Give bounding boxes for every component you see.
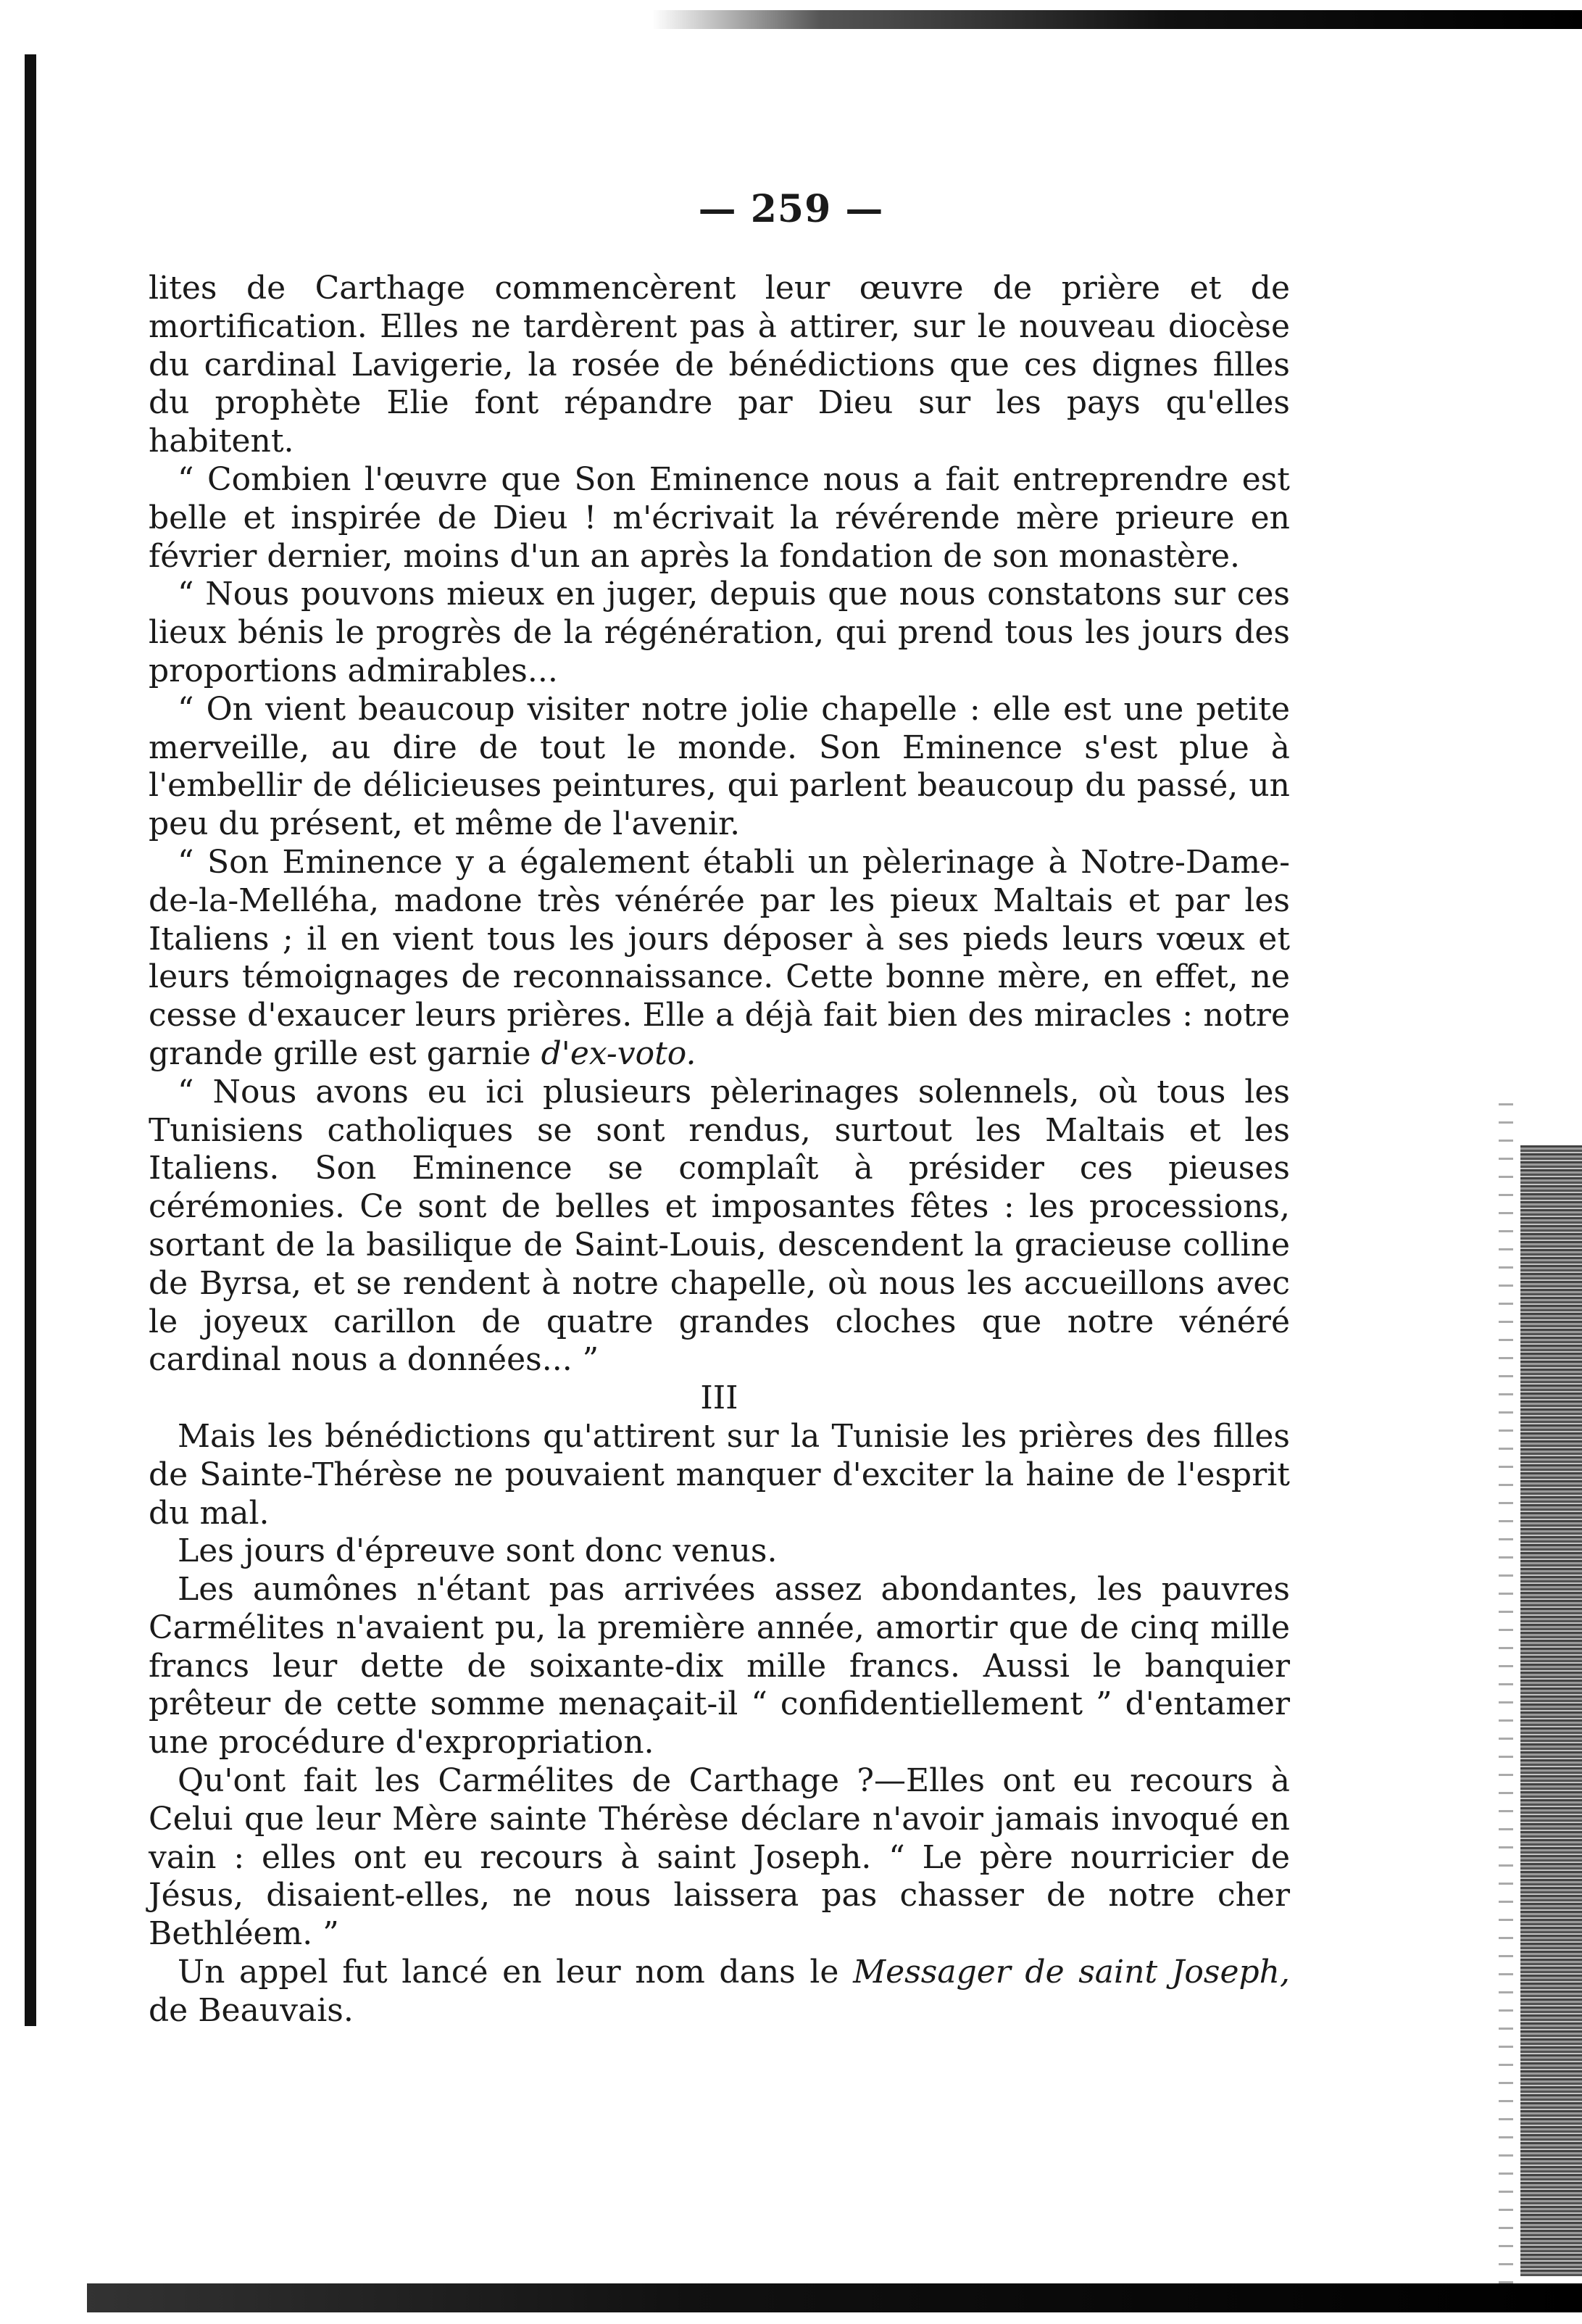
paragraph — [149, 1532, 1290, 1571]
scan-bottom-edge — [87, 2283, 1582, 2312]
paragraph-text: “ Combien l'œuvre que Son Eminence nous a fait entreprendre est belle et inspirée de Dieu ! m'écrivait la révérende mère prieure en février dernier, moins d'un an après la fondation de son monastère. — [149, 460, 1290, 575]
paragraph-text: “ Son Eminence y a également établi un pèlerinage à Notre-Dame-de-la-Melléha, madone très vénérée par les pieux Maltais et par les Italiens ; il en vient tous les jours déposer à ses pieds leurs vœux et leurs témoignages de reconnaissance. Cette bonne mère, en effet, ne cesse d'exaucer leurs prières. Elle a déjà fait bien des miracles : notre grande grille est garnie — [149, 843, 1290, 1072]
paragraph-text: lites de Carthage commencèrent leur œuvre de prière et de mortification. Elles ne tardèrent pas à attirer, sur le nouveau diocèse du cardinal Lavigerie, la rosée de bénédictions que ces dignes filles du prophète Elie font répandre par Dieu sur les pays qu'elles habitent. — [149, 270, 1290, 460]
scan-right-specks — [1499, 1087, 1513, 2283]
scan-left-border — [25, 54, 36, 2026]
paragraph-text-end: de Beauvais. — [149, 1991, 354, 2029]
paragraph-text: Les jours d'épreuve sont donc venus. — [178, 1532, 778, 1570]
section-heading — [149, 1379, 1290, 1418]
paragraph — [149, 1571, 1290, 1762]
paragraph-text: Mais les bénédictions qu'attirent sur la Tunisie les prières des filles de Sainte-Thérèse ne pouvaient manquer d'exciter la haine de l'esprit du mal. — [149, 1417, 1290, 1532]
paragraph-text: “ On vient beaucoup visiter notre jolie chapelle : elle est une petite merveille, au dire de tout le monde. Son Eminence s'est plue à l'embellir de délicieuses peintures, qui parlent beaucoup du passé, un peu du présent, et même de l'avenir. — [149, 690, 1290, 843]
body-text — [149, 270, 1290, 2030]
paragraph — [149, 691, 1290, 844]
paragraph — [149, 1074, 1290, 1379]
paragraph — [149, 1954, 1290, 2030]
paragraph — [149, 461, 1290, 576]
paragraph — [149, 1762, 1290, 1954]
page-number: — 259 — — [698, 187, 884, 231]
paragraph-text: “ Nous pouvons mieux en juger, depuis que nous constatons sur ces lieux bénis le progrès de la régénération, qui prend tous les jours des proportions admirables... — [149, 576, 1290, 689]
paragraph — [149, 1418, 1290, 1532]
paragraph-text: Un appel fut lancé en leur nom dans le — [178, 1954, 854, 1991]
paragraph-text: Les aumônes n'étant pas arrivées assez abondantes, les pauvres Carmélites n'avaient pu, la première année, amortir que de cinq mille francs leur dette de soixante-dix mille francs. Aussi le banquier prêteur de cette somme menaçait-il “ confidentiellement ” d'entamer une procédure d'expropriation. — [149, 1571, 1290, 1761]
paragraph — [149, 270, 1290, 461]
paragraph-text: “ Nous avons eu ici plusieurs pèlerinages solennels, où tous les Tunisiens catholiques se sont rendus, surtout les Maltais et les Italiens. Son Eminence se complaît à présider ces pieuses cérémonies. Ce sont de belles et imposantes fêtes : les processions, sortant de la basilique de Saint-Louis, descendent la gracieuse colline de Byrsa, et se rendent à notre chapelle, où nous les accueillons avec le joyeux carillon de quatre grandes cloches que notre vénéré cardinal nous a données... ” — [149, 1073, 1290, 1379]
paragraph-text: Qu'ont fait les Carmélites de Carthage ?—Elles ont eu recours à Celui que leur Mère sainte Thérèse déclare n'avoir jamais invoqué en vain : elles ont eu recours à saint Joseph. “ Le père nourricier de Jésus, disaient-elles, ne nous laissera pas chasser de notre cher Bethléem. ” — [149, 1762, 1290, 1953]
scan-top-edge — [652, 10, 1582, 29]
paragraph — [149, 576, 1290, 690]
italic-phrase: d'ex-voto. — [541, 1034, 696, 1072]
section-number: III — [700, 1379, 738, 1417]
paragraph — [149, 844, 1290, 1074]
scan-right-edge — [1520, 1145, 1582, 2276]
italic-phrase: Messager de saint Joseph, — [853, 1954, 1290, 1991]
